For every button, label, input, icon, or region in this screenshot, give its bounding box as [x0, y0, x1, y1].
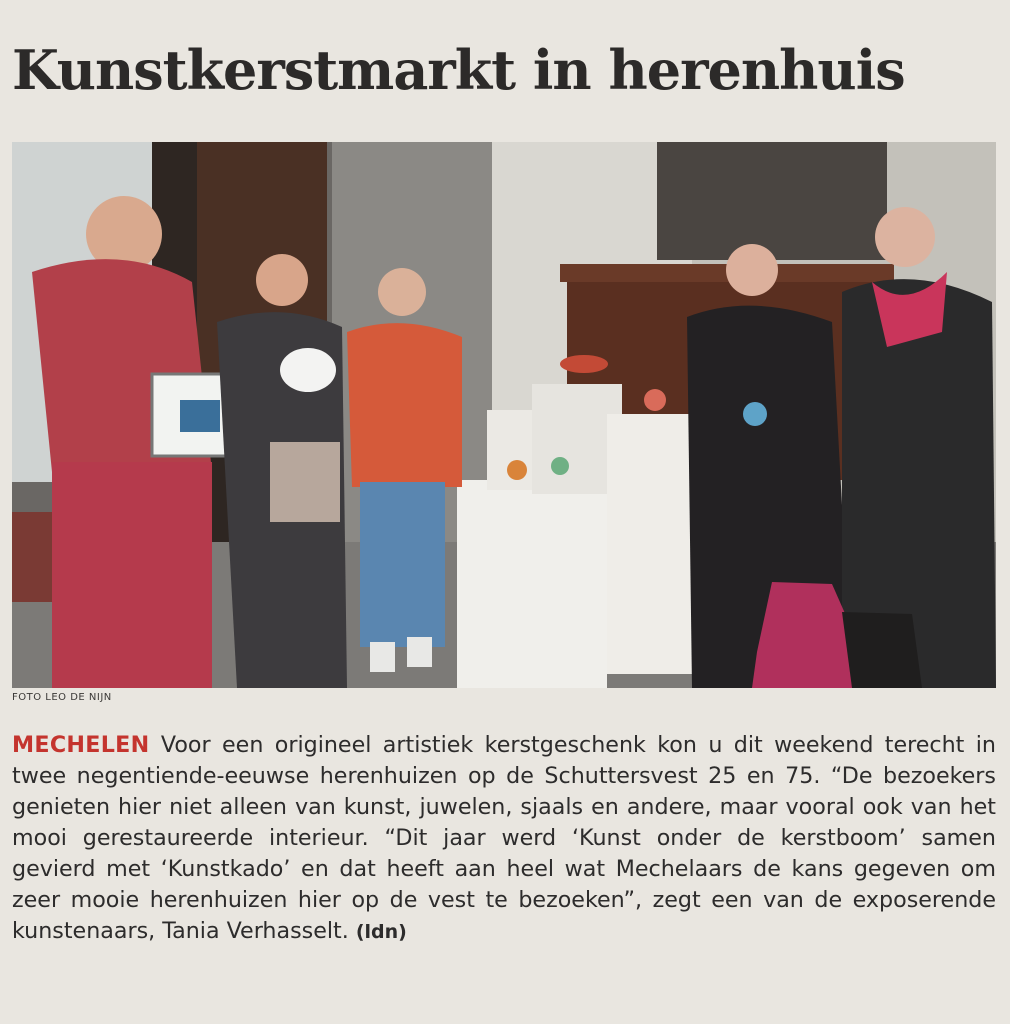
- photo-credit: FOTO LEO DE NIJN: [12, 692, 112, 703]
- article-photo: [12, 142, 996, 688]
- author-signature: (ldn): [355, 921, 407, 943]
- article-text: Voor een origineel artistiek kerstgeschenk kon u dit weekend terecht in twee negentiende-eeuwse herenhuizen op de Schuttersvest 25 en 75. “De bezoekers genieten hier niet alleen van kunst, juwelen, sjaals en andere, maar vooral ook van het mooi gerestaureerde interieur. “Dit jaar werd ‘Kunst onder de kerstboom’ samen gevierd met ‘Kunstkado’ en dat heeft aan heel wat Mechelaars de kans gegeven om zeer mooie herenhuizen hier op de vest te bezoeken”, zegt een van de exposerende kunstenaars, Tania Verhasselt.: [12, 732, 996, 944]
- article-body: [12, 730, 996, 948]
- headline: Kunstkerstmarkt in herenhuis: [12, 38, 905, 102]
- dateline: MECHELEN: [12, 732, 150, 758]
